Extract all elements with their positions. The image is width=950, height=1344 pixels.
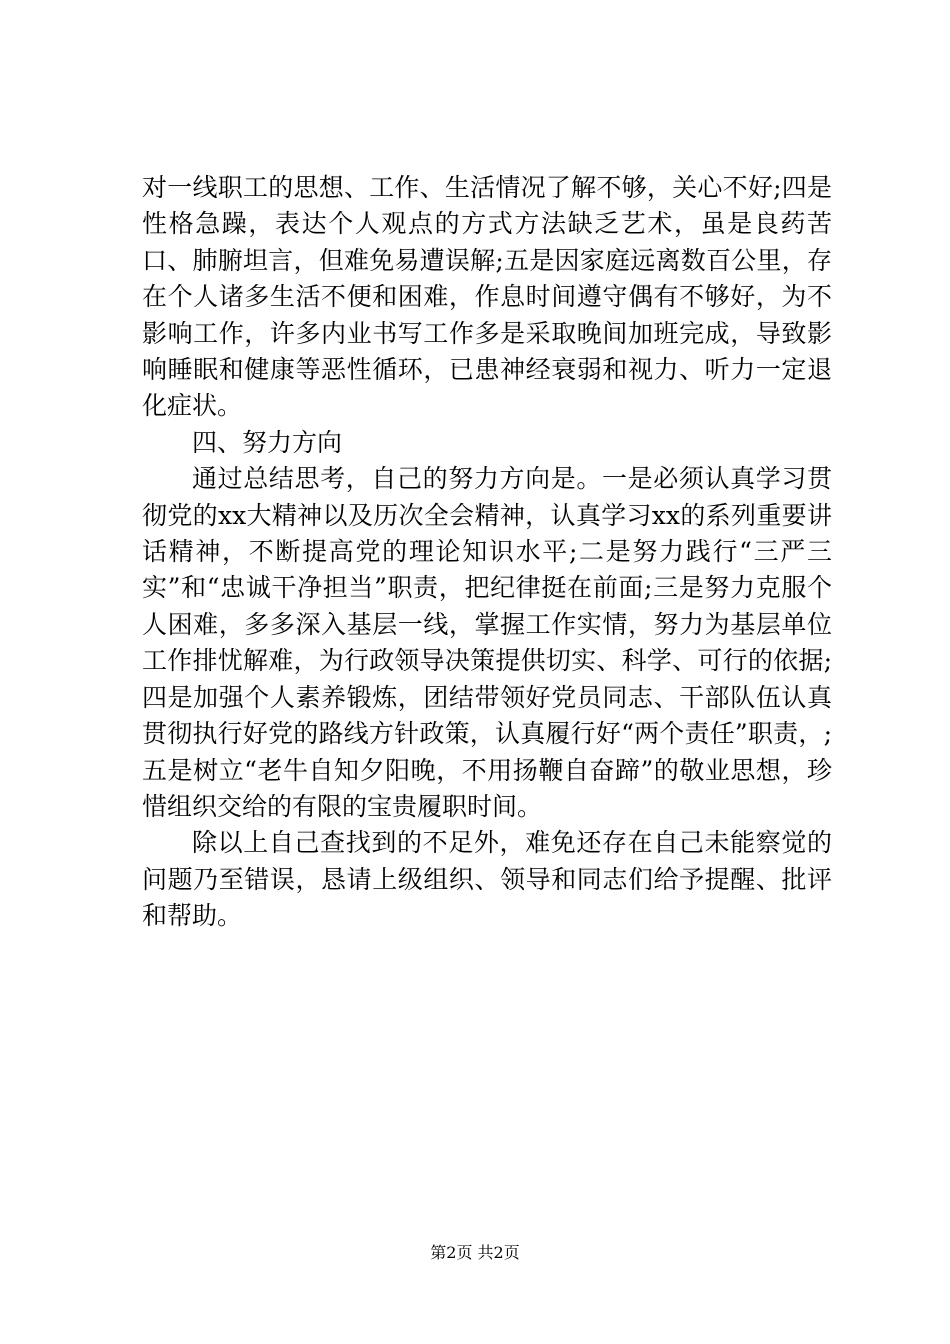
page-number-footer: 第2页 共2页 bbox=[430, 1243, 520, 1262]
paragraph-continuation: 对一线职工的思想、工作、生活情况了解不够，关心不好;四是性格急躁，表达个人观点的方式方法缺乏艺术，虽是良药苦口、肺腑坦言，但难免易遭误解;五是因家庭远离数百公里，存在个人诸多生活不便和困难，作息时间遵守偶有不够好，为不影响工作，许多内业书写工作多是采取晚间加班完成，导致影响睡眠和健康等恶性循环，已患神经衰弱和视力、听力一定退化症状。 bbox=[142, 173, 832, 421]
paragraph-closing: 除以上自己查找到的不足外，难免还存在自己未能察觉的问题乃至错误，恳请上级组织、领导和同志们给予提醒、批评和帮助。 bbox=[142, 828, 832, 931]
section-heading: 四、努力方向 bbox=[192, 427, 343, 457]
document-body bbox=[142, 170, 832, 935]
paragraph-effort-direction: 通过总结思考，自己的努力方向是。一是必须认真学习贯彻党的xx大精神以及历次全会精神，认真学习xx的系列重要讲话精神，不断提高党的理论知识水平;二是努力践行“三严三实”和“忠诚干净担当”职责，把纪律挺在前面;三是努力克服个人困难，多多深入基层一线，掌握工作实情，努力为基层单位工作排忧解难，为行政领导决策提供切实、科学、可行的依据;四是加强个人素养锻炼，团结带领好党员同志、干部队伍认真贯彻执行好党的路线方针政策，认真履行好“两个责任”职责，;五是树立“老牛自知夕阳晚，不用扬鞭自奋蹄”的敬业思想，珍惜组织交给的有限的宝贵履职时间。 bbox=[142, 464, 832, 821]
